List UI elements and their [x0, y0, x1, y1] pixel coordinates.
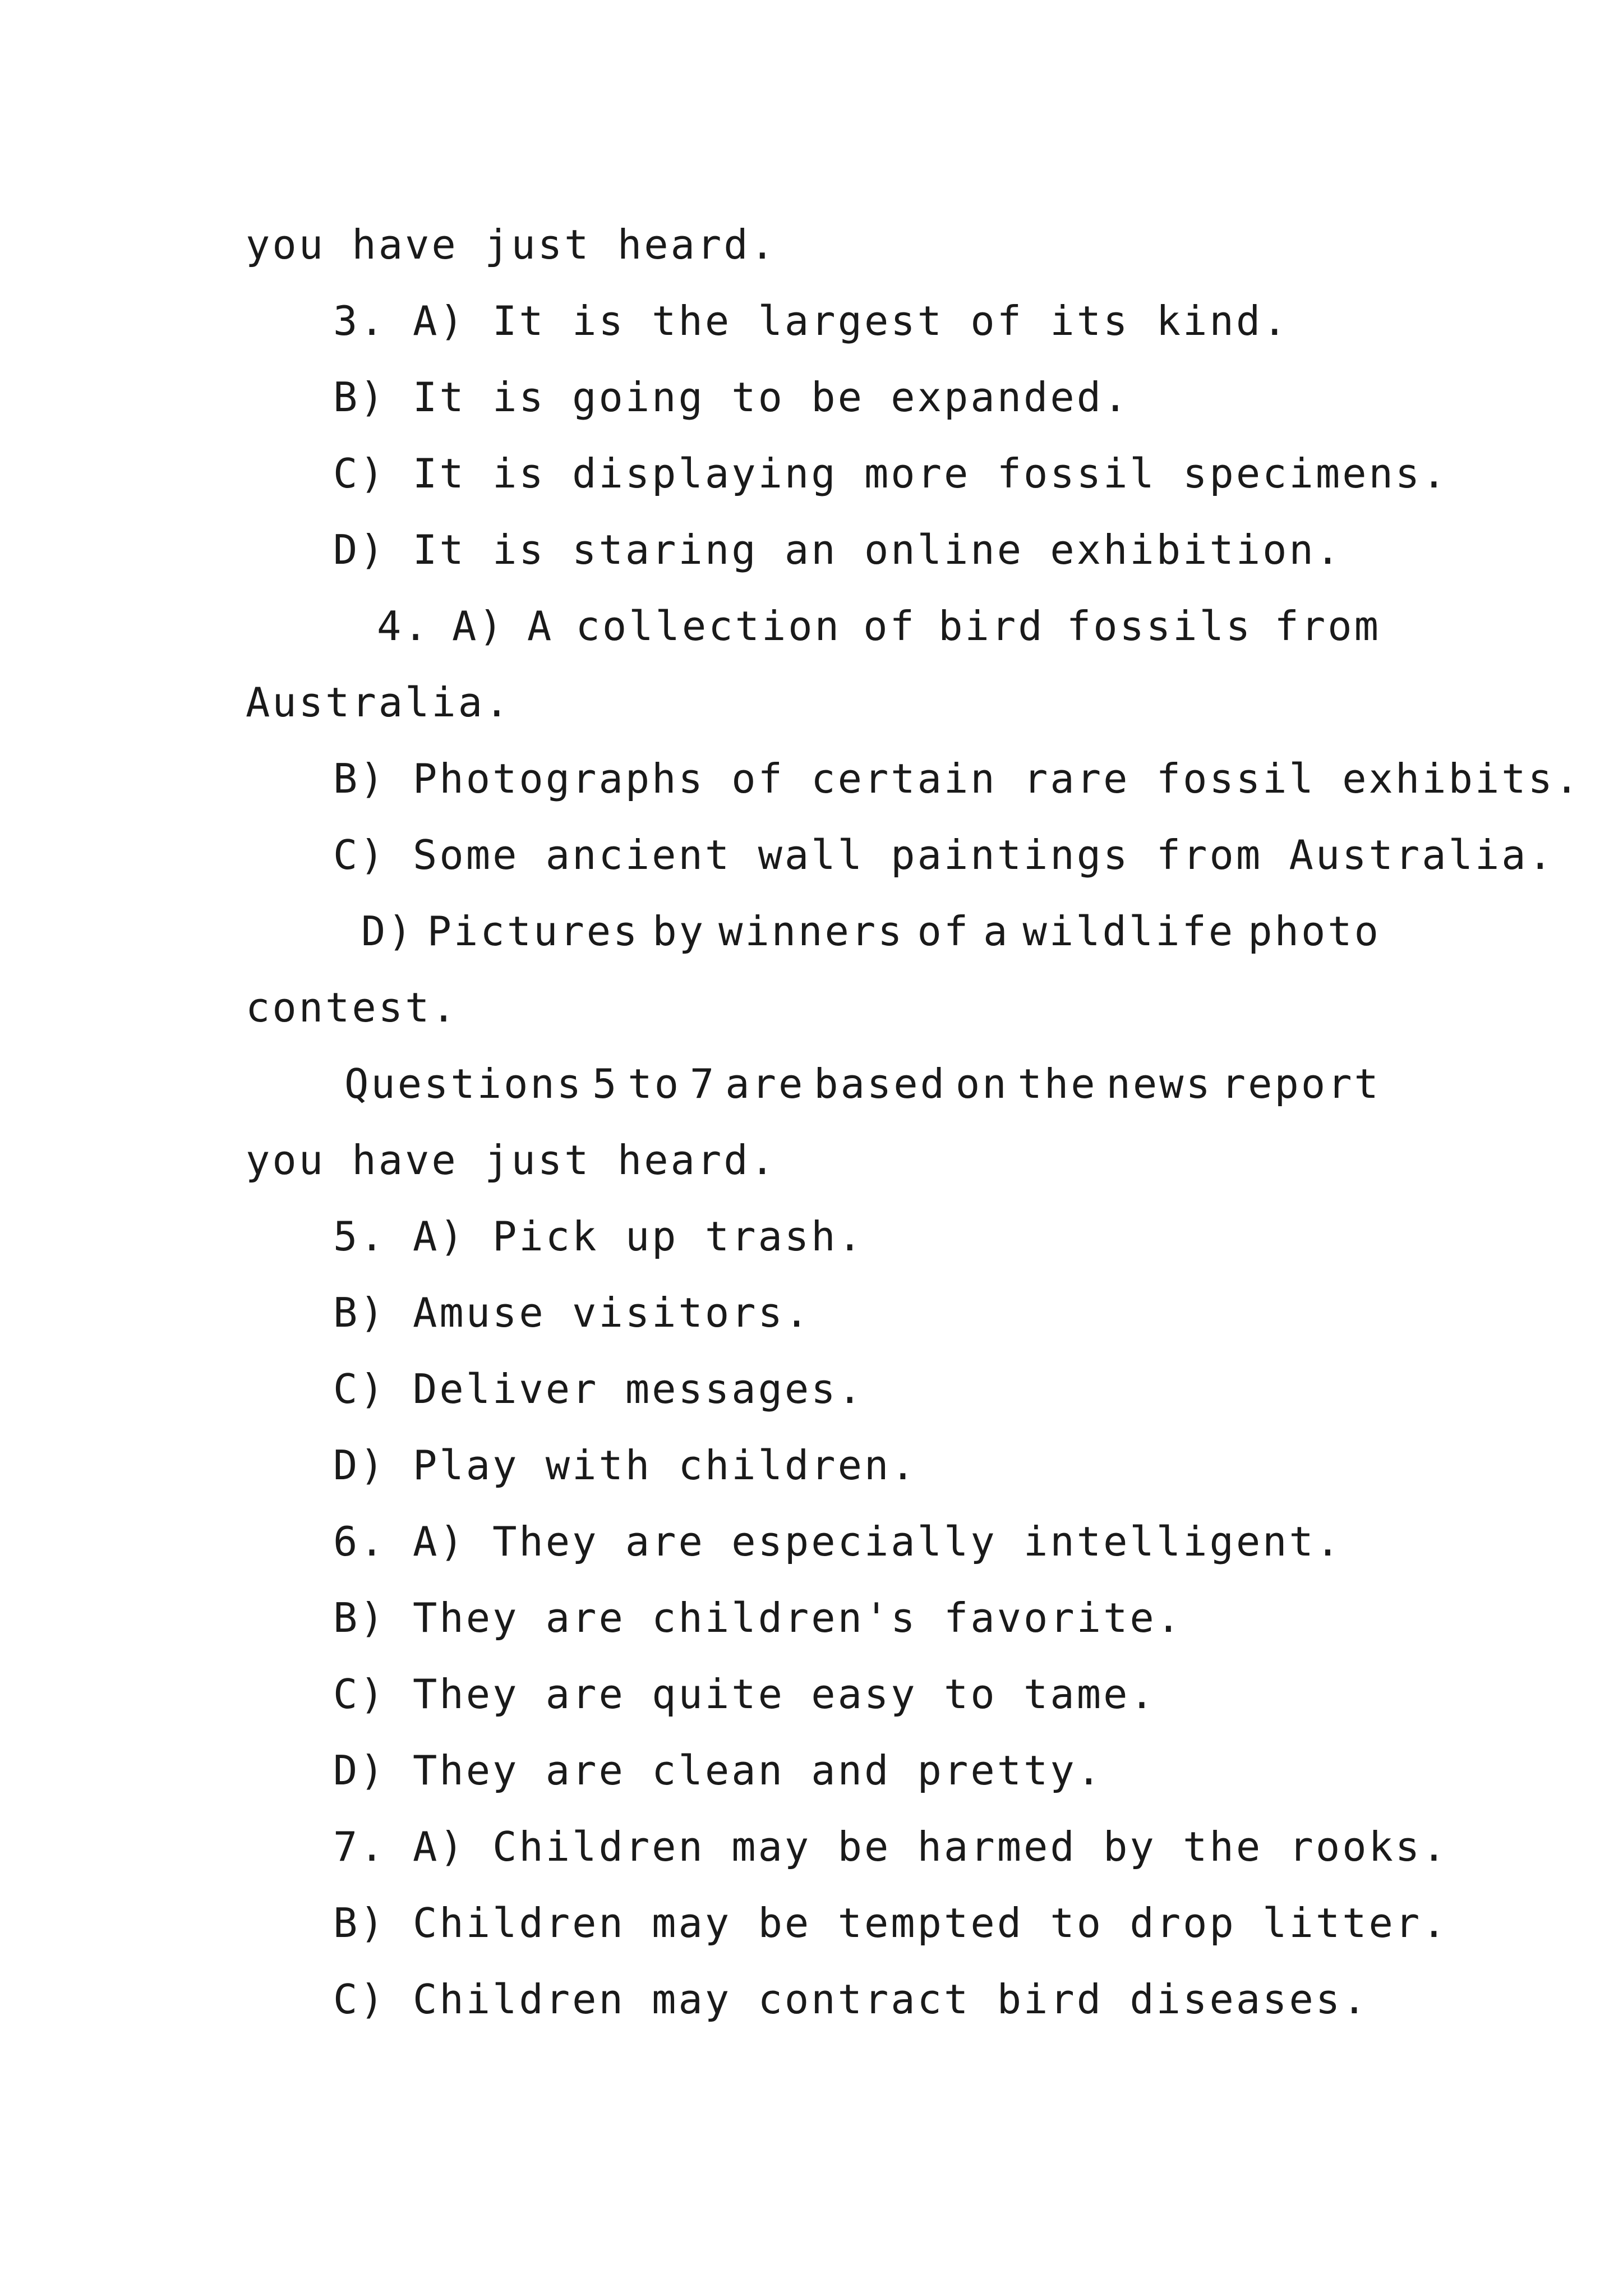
- question-3-option-d: D) It is staring an online exhibition.: [333, 526, 1343, 573]
- word: A): [451, 602, 505, 650]
- question-3-option-a: 3. A) It is the largest of its kind.: [333, 297, 1289, 344]
- question-7-option-a: 7. A) Children may be harmed by the rooks.: [333, 1823, 1449, 1870]
- word: news: [1106, 1060, 1212, 1107]
- question-5-option-a: 5. A) Pick up trash.: [333, 1213, 864, 1260]
- word: to: [628, 1060, 681, 1107]
- question-4-option-d: [361, 908, 1381, 955]
- word: bird: [938, 602, 1045, 650]
- question-4-option-a: [377, 602, 1381, 650]
- question-7-option-b: B) Children may be tempted to drop litter.: [333, 1899, 1449, 1947]
- question-4-option-c: C) Some ancient wall paintings from Australia.: [333, 831, 1555, 878]
- word: 5: [592, 1060, 619, 1107]
- word: from: [1274, 602, 1381, 650]
- question-5-option-c: C) Deliver messages.: [333, 1365, 864, 1412]
- word: are: [725, 1060, 805, 1107]
- question-7-option-c: C) Children may contract bird diseases.: [333, 1976, 1369, 2023]
- text-line: Australia.: [246, 679, 511, 726]
- question-6-option-a: 6. A) They are especially intelligent.: [333, 1518, 1343, 1565]
- word: collection: [575, 602, 841, 650]
- word: 4.: [377, 602, 430, 650]
- section-instruction: [344, 1060, 1381, 1107]
- word: winners: [718, 908, 905, 955]
- word: of: [863, 602, 916, 650]
- word: the: [1017, 1060, 1098, 1107]
- word: 7: [689, 1060, 717, 1107]
- word: by: [652, 908, 706, 955]
- question-4-option-b: B) Photographs of certain rare fossil exhibits.: [333, 755, 1581, 802]
- word: fossils: [1066, 602, 1253, 650]
- word: on: [955, 1060, 1009, 1107]
- word: a: [983, 908, 1010, 955]
- word: Pictures: [427, 908, 640, 955]
- question-5-option-b: B) Amuse visitors.: [333, 1289, 811, 1336]
- text-line: you have just heard.: [246, 221, 777, 268]
- word: based: [814, 1060, 947, 1107]
- question-3-option-b: B) It is going to be expanded.: [333, 374, 1130, 421]
- word: photo: [1248, 908, 1381, 955]
- question-5-option-d: D) Play with children.: [333, 1442, 917, 1489]
- word: A: [527, 602, 554, 650]
- word: Questions: [344, 1060, 584, 1107]
- word: D): [361, 908, 414, 955]
- question-6-option-d: D) They are clean and pretty.: [333, 1747, 1104, 1794]
- word: of: [917, 908, 971, 955]
- word: wildlife: [1022, 908, 1235, 955]
- question-6-option-b: B) They are children's favorite.: [333, 1594, 1183, 1641]
- word: report: [1221, 1060, 1381, 1107]
- question-6-option-c: C) They are quite easy to tame.: [333, 1671, 1156, 1718]
- question-3-option-c: C) It is displaying more fossil specimens.: [333, 450, 1449, 497]
- text-line: contest.: [246, 984, 458, 1031]
- text-line: you have just heard.: [246, 1137, 777, 1184]
